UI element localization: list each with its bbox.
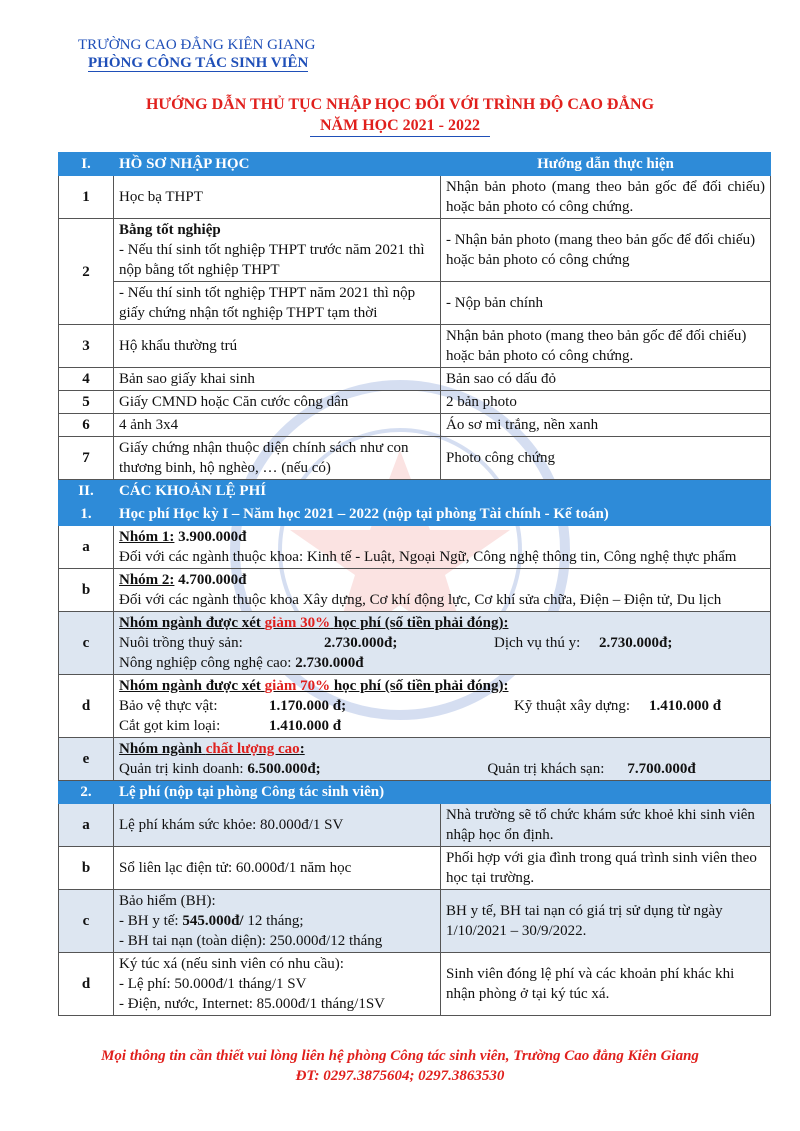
fees-header: 2. Lệ phí (nộp tại phòng Công tác sinh viên) bbox=[59, 781, 771, 804]
section-1-number: I. bbox=[59, 153, 114, 176]
admission-table bbox=[58, 152, 771, 1016]
department-name: PHÒNG CÔNG TÁC SINH VIÊN bbox=[88, 55, 309, 71]
table-row: b Nhóm 2: 4.700.000đ Đối với các ngành thuộc khoa Xây dựng, Cơ khí động lực, Cơ khí sửa chữa, Điện – Điện tử, Du lịch bbox=[59, 569, 771, 612]
table-row: 5 Giấy CMND hoặc Căn cước công dân 2 bản photo bbox=[59, 391, 771, 414]
table-row: 6 4 ảnh 3x4 Áo sơ mi trắng, nền xanh bbox=[59, 414, 771, 437]
tuition-heading: Học phí Học kỳ I – Năm học 2021 – 2022 (nộp tại phòng Tài chính - Kế toán) bbox=[114, 503, 771, 526]
table-row: d Nhóm ngành được xét giảm 70% học phí (số tiền phải đóng): Bảo vệ thực vật: 1.170.000 đ; Kỹ thuật xây dựng: 1.410.000 đ Cắt gọt kim loại: 1.410.000 đ bbox=[59, 675, 771, 738]
table-row: b Sổ liên lạc điện tử: 60.000đ/1 năm học Phối hợp với gia đình trong quá trình sinh viên theo học tại trường. bbox=[59, 847, 771, 890]
section-1-heading: HỒ SƠ NHẬP HỌC bbox=[114, 153, 441, 176]
table-row: a Lệ phí khám sức khỏe: 80.000đ/1 SV Nhà trường sẽ tổ chức khám sức khoẻ khi sinh viên nhập học ổn định. bbox=[59, 804, 771, 847]
guide-heading: Hướng dẫn thực hiện bbox=[441, 153, 771, 176]
title-line-2: NĂM HỌC 2021 - 2022 bbox=[310, 115, 490, 137]
fees-heading: Lệ phí (nộp tại phòng Công tác sinh viên) bbox=[114, 781, 441, 804]
table-row: c Nhóm ngành được xét giảm 30% học phí (số tiền phải đóng): Nuôi trồng thuỷ sản: 2.730.000đ; Dịch vụ thú y: 2.730.000đ; Nông nghiệp công nghệ cao: 2.730.000đ bbox=[59, 612, 771, 675]
table-row: 3 Hộ khẩu thường trú Nhận bản photo (mang theo bản gốc để đối chiếu) hoặc bản photo có công chứng. bbox=[59, 325, 771, 368]
school-name: TRƯỜNG CAO ĐẲNG KIÊN GIANG bbox=[78, 37, 316, 53]
table-row: 2 Bằng tốt nghiệp - Nếu thí sinh tốt nghiệp THPT trước năm 2021 thì nộp bằng tốt nghiệp THPT - Nhận bản photo (mang theo bản gốc để đối chiếu) hoặc bản photo có công chứng bbox=[59, 219, 771, 282]
section-1-header bbox=[59, 153, 771, 176]
table-row: e Nhóm ngành chất lượng cao: Quản trị kinh doanh: 6.500.000đ; Quản trị khách sạn: 7.700.000đ bbox=[59, 738, 771, 781]
table-row: 1 Học bạ THPT Nhận bản photo (mang theo bản gốc để đối chiếu) hoặc bản photo có công chứng. bbox=[59, 176, 771, 219]
footer-phone: ĐT: 0297.3875604; 0297.3863530 bbox=[295, 1068, 505, 1084]
table-row: d Ký túc xá (nếu sinh viên có nhu cầu): - Lệ phí: 50.000đ/1 tháng/1 SV - Điện, nước, Internet: 85.000đ/1 tháng/1SV Sinh viên đóng lệ phí và các khoản phí khác khi nhận phòng ở tại ký túc xá. bbox=[59, 953, 771, 1016]
org-header bbox=[78, 36, 315, 72]
footer-line-1: Mọi thông tin cần thiết vui lòng liên hệ phòng Công tác sinh viên, Trường Cao đẳng Kiên Giang bbox=[101, 1048, 699, 1064]
section-2-heading: CÁC KHOẢN LỆ PHÍ bbox=[114, 480, 441, 503]
document-title bbox=[0, 94, 800, 137]
table-row: - Nếu thí sinh tốt nghiệp THPT năm 2021 thì nộp giấy chứng nhận tốt nghiệp THPT tạm thời - Nộp bản chính bbox=[59, 282, 771, 325]
tuition-header: 1. Học phí Học kỳ I – Năm học 2021 – 2022 (nộp tại phòng Tài chính - Kế toán) bbox=[59, 503, 771, 526]
table-row: 7 Giấy chứng nhận thuộc diện chính sách như con thương binh, hộ nghèo, … (nếu có) Photo công chứng bbox=[59, 437, 771, 480]
section-2-header bbox=[59, 480, 771, 503]
table-row: c Bảo hiểm (BH): - BH y tế: 545.000đ/ 12 tháng; - BH tai nạn (toàn diện): 250.000đ/12 tháng BH y tế, BH tai nạn có giá trị sử dụng từ ngày 1/10/2021 – 30/9/2022. bbox=[59, 890, 771, 953]
contact-footer bbox=[0, 1046, 800, 1086]
title-line-1: HƯỚNG DẪN THỦ TỤC NHẬP HỌC ĐỐI VỚI TRÌNH ĐỘ CAO ĐẲNG bbox=[145, 96, 655, 113]
section-2-number: II. bbox=[59, 480, 114, 503]
table-row: 4 Bản sao giấy khai sinh Bản sao có dấu đỏ bbox=[59, 368, 771, 391]
table-row: a Nhóm 1: 3.900.000đ Đối với các ngành thuộc khoa: Kinh tế - Luật, Ngoại Ngữ, Công nghệ thông tin, Công nghệ thực phẩm bbox=[59, 526, 771, 569]
